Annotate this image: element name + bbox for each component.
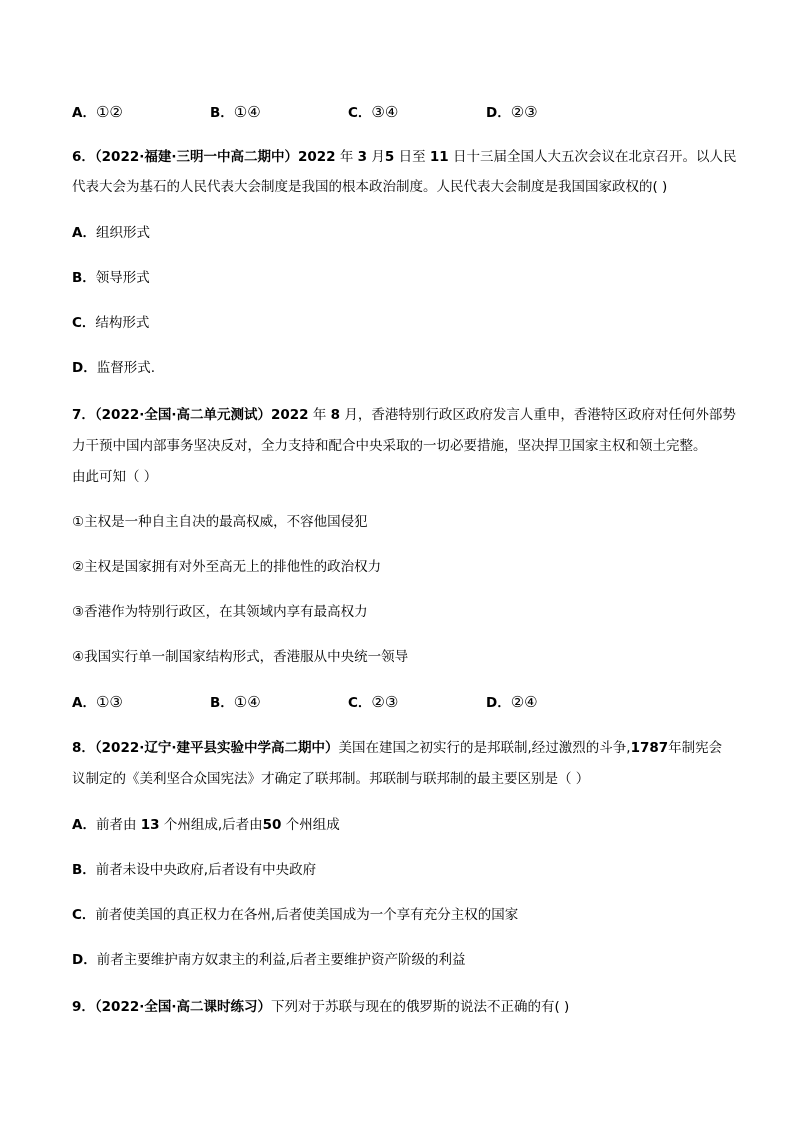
q7-option-a[interactable]: A．①③ bbox=[72, 693, 123, 711]
question-number: 6． bbox=[72, 149, 95, 165]
q7-statement-2: ②主权是国家拥有对外至高无上的排他性的政治权力 bbox=[72, 559, 382, 575]
question-number: 8． bbox=[72, 740, 95, 756]
q7-options bbox=[72, 692, 722, 712]
q5-options bbox=[72, 102, 722, 122]
q7-option-c[interactable]: C．②③ bbox=[348, 693, 399, 711]
question-source: （2022·全国·高二单元测试） bbox=[94, 407, 271, 423]
question-source: （2022·福建·三明一中高二期中） bbox=[94, 149, 298, 165]
q7-stem-line-2: 力干预中国内部事务坚决反对，全力支持和配合中央采取的一切必要措施，坚决捍卫国家主权和领土完整。 bbox=[72, 438, 707, 454]
q7-option-b[interactable]: B．①④ bbox=[210, 693, 261, 711]
q6-option-c[interactable]: C．结构形式 bbox=[72, 315, 150, 331]
q8-option-c[interactable]: C．前者使美国的真正权力在各州,后者使美国成为一个享有充分主权的国家 bbox=[72, 907, 519, 923]
q6-option-d[interactable]: D．监督形式. bbox=[72, 360, 156, 376]
question-source: （2022·辽宁·建平县实验中学高二期中） bbox=[94, 740, 339, 756]
question-number: 7． bbox=[72, 407, 95, 423]
q6-stem-line-2: 代表大会为基石的人民代表大会制度是我国的根本政治制度。人民代表大会制度是我国国家政权的( ) bbox=[72, 179, 668, 195]
q5-option-c[interactable]: C．③④ bbox=[348, 103, 399, 121]
question-number: 9． bbox=[72, 999, 95, 1015]
q7-statement-1: ①主权是一种自主自决的最高权威，不容他国侵犯 bbox=[72, 514, 368, 530]
q7-statement-3: ③香港作为特别行政区，在其领域内享有最高权力 bbox=[72, 604, 368, 620]
q7-stem-line-3: 由此可知（ ） bbox=[72, 469, 158, 485]
q8-stem-line-2: 议制定的《美利坚合众国宪法》才确定了联邦制。邦联制与联邦制的最主要区别是（ ） bbox=[72, 771, 590, 787]
q8-stem-line-1: 8．（2022·辽宁·建平县实验中学高二期中）美国在建国之初实行的是邦联制,经过激烈的斗争,1787年制宪会 bbox=[72, 740, 723, 756]
q6-option-a[interactable]: A．组织形式 bbox=[72, 225, 150, 241]
q7-statement-4: ④我国实行单一制国家结构形式，香港服从中央统一领导 bbox=[72, 649, 409, 665]
q8-option-d[interactable]: D．前者主要维护南方奴隶主的利益,后者主要维护资产阶级的利益 bbox=[72, 952, 466, 968]
q5-option-a[interactable]: A．①② bbox=[72, 103, 123, 121]
q8-option-a[interactable]: A．前者由 13 个州组成,后者由50 个州组成 bbox=[72, 817, 340, 833]
q7-stem-line-1: 7．（2022·全国·高二单元测试）2022 年 8 月，香港特别行政区政府发言人重申，香港特区政府对任何外部势 bbox=[72, 407, 736, 423]
q6-stem-line-1: 6．（2022·福建·三明一中高二期中）2022 年 3 月5 日至 11 日十三届全国人大五次会议在北京召开。以人民 bbox=[72, 149, 737, 165]
q7-option-d[interactable]: D．②④ bbox=[486, 693, 538, 711]
q5-option-d[interactable]: D．②③ bbox=[486, 103, 538, 121]
question-source: （2022·全国·高二课时练习） bbox=[94, 999, 271, 1015]
q8-option-b[interactable]: B．前者未设中央政府,后者设有中央政府 bbox=[72, 862, 317, 878]
q6-option-b[interactable]: B．领导形式 bbox=[72, 270, 150, 286]
q5-option-b[interactable]: B．①④ bbox=[210, 103, 261, 121]
q9-stem-line-1: 9．（2022·全国·高二课时练习）下列对于苏联与现在的俄罗斯的说法不正确的有( ) bbox=[72, 999, 570, 1015]
